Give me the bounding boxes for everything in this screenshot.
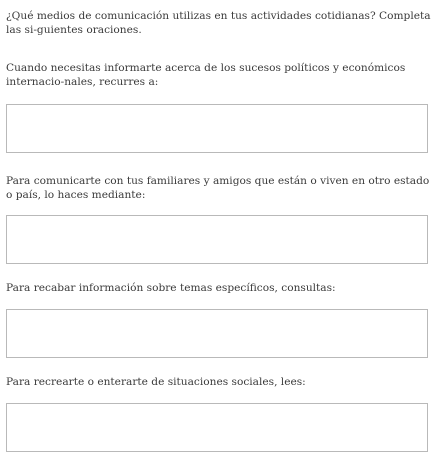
question-3-answer-field[interactable]: [6, 309, 428, 358]
question-2-prompt: Para comunicarte con tus familiares y amigos que están o viven en otro estado o país, lo haces mediante:: [6, 175, 430, 201]
question-2-answer-field[interactable]: [6, 215, 428, 264]
question-1-answer-field[interactable]: [6, 104, 428, 153]
question-4-answer-field[interactable]: [6, 403, 428, 452]
instructions-text: ¿Qué medios de comunicación utilizas en tus actividades cotidianas? Completa las si-guientes oraciones.: [6, 10, 431, 36]
question-3-prompt: Para recabar información sobre temas específicos, consultas:: [6, 282, 336, 294]
question-1-prompt: Cuando necesitas informarte acerca de los sucesos políticos y económicos internacio-nales, recurres a:: [6, 62, 406, 88]
question-4-prompt: Para recrearte o enterarte de situaciones sociales, lees:: [6, 376, 306, 388]
